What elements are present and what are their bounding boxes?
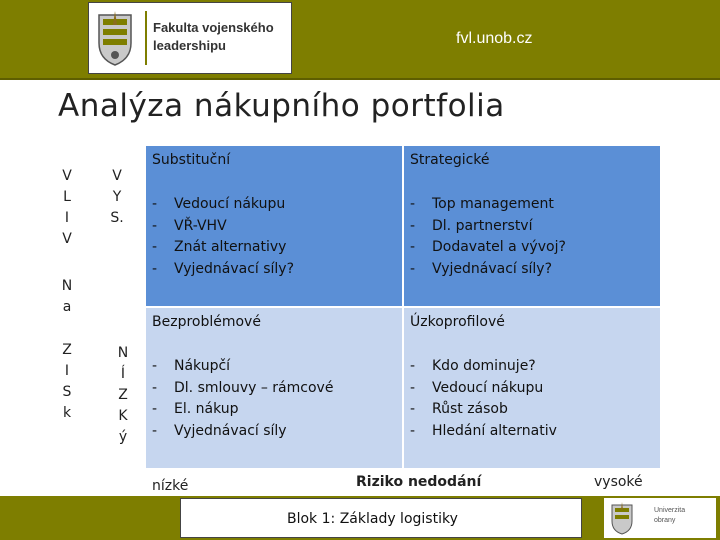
list-item: - Vedoucí nákupu [410,379,544,396]
list-item: - Kdo dominuje? [410,358,536,374]
matrix-cell-strategicke [404,146,660,306]
label-vliv: V L I V [62,168,72,247]
university-logo[interactable] [604,498,716,538]
matrix-cell-bezproblemove [146,308,402,468]
list-item: - Hledání alternativ [410,422,557,439]
matrix-cell-uzkoprofilove [404,308,660,468]
faculty-emblem-icon [95,9,135,67]
footer-caption: Blok 1: Základy logistiky [287,511,458,527]
cell-list [410,194,566,280]
list-item: - Vedoucí nákupu [152,196,286,212]
label-vys: V Y S. [110,168,124,226]
list-item: - Dl. partnerství [410,217,533,234]
cell-heading: Substituční [152,152,231,168]
footer-caption-box [180,498,582,538]
label-nizky: N Í Z K ý [117,345,129,445]
cell-list [152,356,333,442]
site-url[interactable]: fvl.unob.cz [456,30,533,47]
list-item: - Vyjednávací síly? [410,260,553,277]
label-zisk: Z I S k [62,342,72,421]
university-emblem-icon [610,501,634,535]
list-item: - Vyjednávací síly? [152,260,295,277]
cell-heading: Úzkoprofilové [410,314,505,330]
list-item: - El. nákup [152,401,239,417]
list-item: - Nákupčí [152,358,231,374]
list-item: - Vyjednávací síly [152,422,287,439]
axis-low-label: nízké [152,478,189,494]
list-item: - Znát alternativy [152,239,287,255]
cell-heading: Bezproblémové [152,314,261,330]
logo-text: Fakulta vojenského leadershipu [153,20,274,53]
university-logo-text: Univerzita obrany [654,507,686,524]
list-item: - Dodavatel a vývoj? [410,239,566,255]
faculty-logo[interactable] [88,2,292,74]
cell-list [410,356,557,442]
list-item: - Dl. smlouvy – rámcové [152,379,334,396]
cell-list [152,194,294,280]
header-bar [0,0,720,80]
logo-separator [145,11,147,65]
list-item: - VŘ-VHV [152,217,227,234]
list-item: - Top management [410,196,554,212]
list-item: - Růst zásob [410,401,508,417]
label-na: N a [61,278,73,315]
axis-title: Riziko nedodání [356,474,482,490]
axis-high-label: vysoké [594,474,643,490]
matrix-cell-substitucni [146,146,402,306]
page-title: Analýza nákupního portfolia [58,88,505,124]
cell-heading: Strategické [410,152,490,168]
